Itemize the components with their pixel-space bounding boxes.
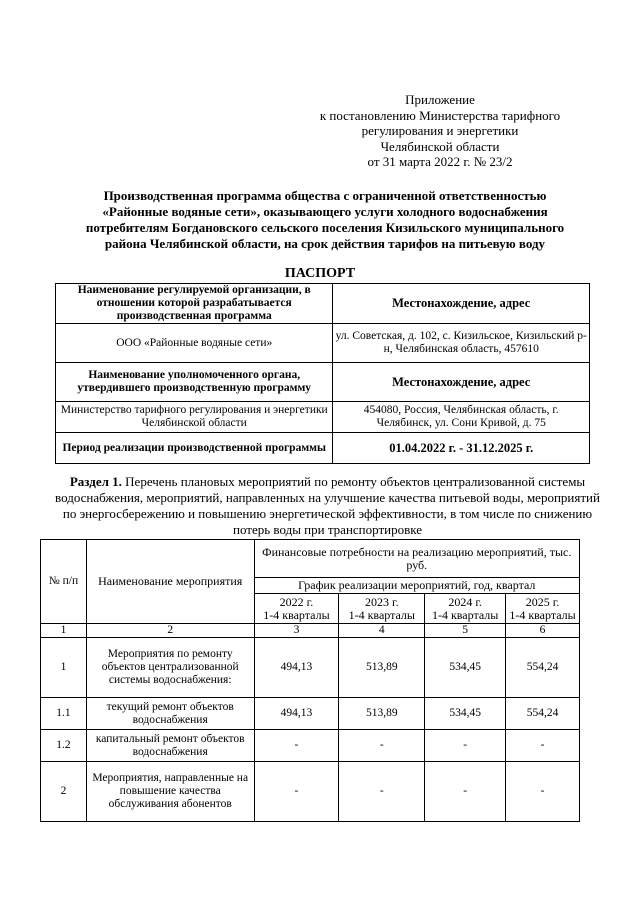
row-value: - xyxy=(339,762,425,822)
row-value: - xyxy=(506,730,580,762)
authority-label: Наименование уполномоченного органа, утвердившего производственную программу xyxy=(56,363,333,402)
row-name: Мероприятия, направленные на повышение качества обслуживания абонентов xyxy=(86,762,254,822)
authority-address: 454080, Россия, Челябинская область, г. Челябинск, ул. Сони Кривой, д. 75 xyxy=(333,402,590,433)
header-schedule: График реализации мероприятий, год, квартал xyxy=(254,578,579,594)
measures-table xyxy=(40,539,580,822)
period-value: 01.04.2022 г. - 31.12.2025 г. xyxy=(333,433,590,464)
header-finance: Финансовые потребности на реализацию мероприятий, тыс. руб. xyxy=(254,540,579,578)
header-year: 2025 г. 1-4 кварталы xyxy=(506,594,580,624)
passport-heading: ПАСПОРТ xyxy=(284,266,356,281)
org-name: ООО «Районные водяные сети» xyxy=(56,324,333,363)
row-num: 1 xyxy=(41,638,87,698)
location-label: Местонахождение, адрес xyxy=(333,363,590,402)
table-row xyxy=(56,433,590,464)
row-value: 554,24 xyxy=(506,638,580,698)
row-value: 554,24 xyxy=(506,698,580,730)
title-line: района Челябинской области, на срок действия тарифов на питьевую воду xyxy=(104,236,546,251)
header-name: Наименование мероприятия xyxy=(86,540,254,624)
column-number: 2 xyxy=(86,624,254,638)
row-value: - xyxy=(254,730,339,762)
row-value: - xyxy=(425,730,506,762)
title-line: «Районные водяные сети», оказывающего услуги холодного водоснабжения xyxy=(102,204,548,219)
location-label: Местонахождение, адрес xyxy=(333,284,590,324)
header-year: 2023 г. 1-4 кварталы xyxy=(339,594,425,624)
section-label: Раздел 1. xyxy=(69,474,122,489)
title-line: Производственная программа общества с ограниченной ответственностью xyxy=(103,188,547,203)
appendix-line: Челябинской области xyxy=(380,138,500,154)
table-row xyxy=(56,402,590,433)
section-description: Перечень плановых мероприятий по ремонту объектов централизованной системы водоснабжения, мероприятий, направленных на улучшение качества питьевой воды, мероприятий по энергосбережению и повышению энергетической эффективности, в том числе по снижению потерь воды при транспортировке xyxy=(55,474,600,537)
header-year: 2022 г. 1-4 кварталы xyxy=(254,594,339,624)
column-number-row xyxy=(41,624,580,638)
appendix-line: Приложение xyxy=(405,92,475,107)
column-number: 4 xyxy=(339,624,425,638)
org-address: ул. Советская, д. 102, с. Кизильское, Кизильский р-н, Челябинская область, 457610 xyxy=(333,324,590,363)
table-row xyxy=(41,638,580,698)
row-name: текущий ремонт объектов водоснабжения xyxy=(86,698,254,730)
row-value: - xyxy=(339,730,425,762)
table-row xyxy=(41,698,580,730)
table-header-row xyxy=(41,540,580,578)
column-number: 1 xyxy=(41,624,87,638)
row-value: 494,13 xyxy=(254,638,339,698)
row-value: - xyxy=(506,762,580,822)
passport-table xyxy=(55,283,590,464)
row-name: Мероприятия по ремонту объектов централизованной системы водоснабжения: xyxy=(86,638,254,698)
row-value: 513,89 xyxy=(339,638,425,698)
appendix-line: от 31 марта 2022 г. № 23/2 xyxy=(367,154,513,169)
title-line: потребителям Богдановского сельского поселения Кизильского муниципального xyxy=(85,220,565,235)
table-row xyxy=(41,730,580,762)
table-row xyxy=(56,284,590,324)
row-value: - xyxy=(425,762,506,822)
period-label: Период реализации производственной программы xyxy=(56,433,333,464)
column-number: 5 xyxy=(425,624,506,638)
section-1-heading xyxy=(55,474,600,538)
row-value: - xyxy=(254,762,339,822)
row-value: 513,89 xyxy=(339,698,425,730)
row-value: 534,45 xyxy=(425,698,506,730)
appendix-block xyxy=(300,92,580,170)
row-num: 2 xyxy=(41,762,87,822)
org-label: Наименование регулируемой организации, в отношении которой разрабатывается производственная программа xyxy=(56,284,333,324)
header-year: 2024 г. 1-4 кварталы xyxy=(425,594,506,624)
document-title xyxy=(40,188,610,252)
header-num: № п/п xyxy=(41,540,87,624)
table-row xyxy=(56,363,590,402)
table-row xyxy=(41,762,580,822)
column-number: 6 xyxy=(506,624,580,638)
row-num: 1.1 xyxy=(41,698,87,730)
table-row xyxy=(56,324,590,363)
row-name: капитальный ремонт объектов водоснабжения xyxy=(86,730,254,762)
column-number: 3 xyxy=(254,624,339,638)
appendix-line: к постановлению Министерства тарифного xyxy=(319,107,561,123)
row-num: 1.2 xyxy=(41,730,87,762)
row-value: 534,45 xyxy=(425,638,506,698)
authority-name: Министерство тарифного регулирования и энергетики Челябинской области xyxy=(56,402,333,433)
row-value: 494,13 xyxy=(254,698,339,730)
appendix-line: регулирования и энергетики xyxy=(361,123,519,138)
